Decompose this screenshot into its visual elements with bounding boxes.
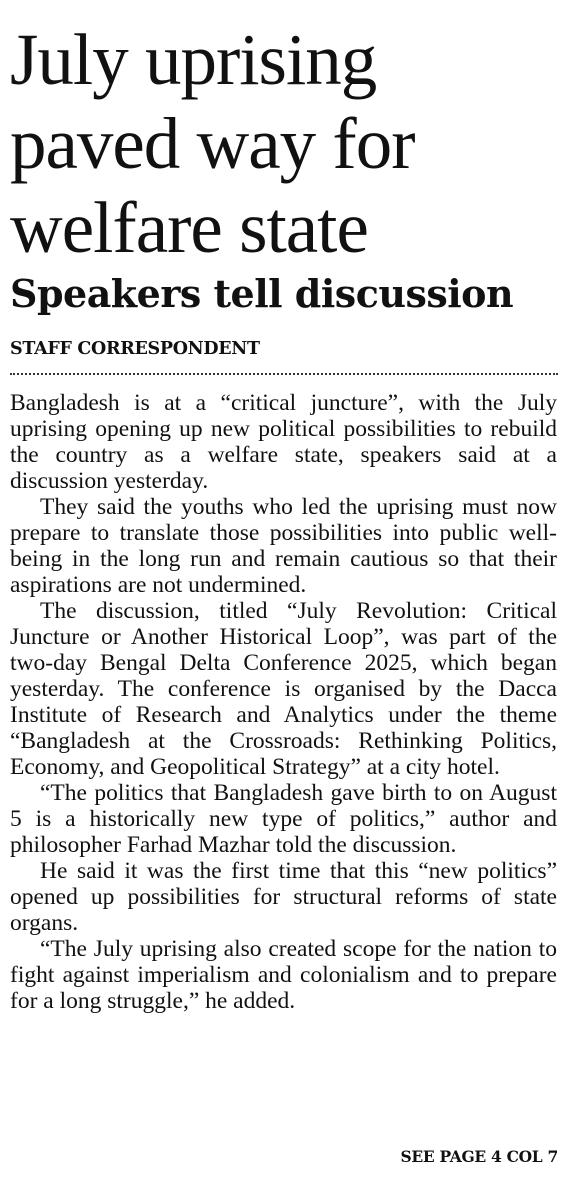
subheadline: Speakers tell discussion [10, 271, 514, 316]
headline-line: welfare state [10, 187, 368, 268]
paragraph: “The July uprising also created scope for the nation to fight against imperialism and colonialism and to prepare for a long struggle,” he added. [10, 936, 557, 1014]
headline [10, 18, 558, 270]
continuation-jump: SEE PAGE 4 COL 7 [400, 1147, 558, 1166]
byline: STAFF CORRESPONDENT [10, 339, 260, 359]
paragraph: They said the youths who led the uprising must now prepare to translate those possibilities into public well-being in the long run and remain cautious so that their aspirations are not undermined. [10, 494, 557, 598]
paragraph: He said it was the first time that this “new politics” opened up possibilities for structural reforms of state organs. [10, 858, 557, 936]
headline-line: July uprising [10, 19, 377, 100]
dotted-divider [10, 373, 558, 375]
paragraph: The discussion, titled “July Revolution: Critical Juncture or Another Historical Loop”, was part of the two-day Bengal Delta Conference 2025, which began yesterday. The conference is organised by the Dacca Institute of Research and Analytics under the theme “Bangladesh at the Crossroads: Rethinking Politics, Economy, and Geopolitical Strategy” at a city hotel. [10, 598, 557, 780]
headline-line: paved way for [10, 103, 415, 184]
paragraph: Bangladesh is at a “critical juncture”, with the July uprising opening up new political possibilities to rebuild the country as a welfare state, speakers said at a discussion yesterday. [10, 390, 557, 494]
paragraph: “The politics that Bangladesh gave birth to on August 5 is a historically new type of politics,” author and philosopher Farhad Mazhar told the discussion. [10, 780, 557, 858]
article-body [10, 390, 557, 1014]
